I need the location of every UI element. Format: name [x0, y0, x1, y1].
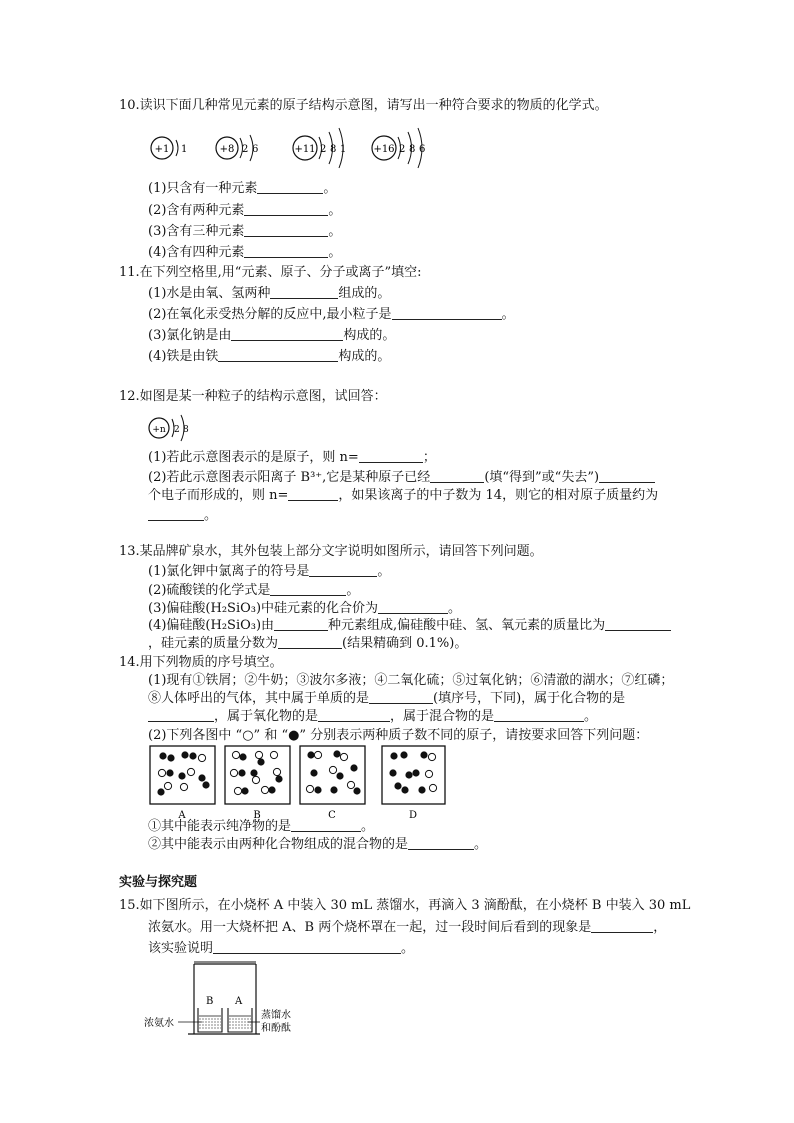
answer-blank[interactable]	[218, 348, 338, 362]
box-c	[300, 746, 365, 821]
q10-stem: 10.读识下面几种常见元素的原子结构示意图，请写出一种符合要求的物质的化学式。	[119, 98, 608, 113]
q15-line-1: 15.如下图所示，在小烧杯 A 中装入 30 mL 蒸馏水，再滴入 3 滴酚酞，在小烧杯 B 中装入 30 mL	[119, 898, 691, 913]
answer-blank[interactable]	[392, 306, 502, 320]
q14-part1-q2: ，属于氧化物的是 ，属于混合物的是 。	[148, 708, 597, 726]
atom-3-shell-1: 2	[320, 144, 327, 155]
beaker-b-label: B	[206, 996, 214, 1007]
answer-blank[interactable]	[257, 180, 323, 194]
q10-atom-diagrams	[140, 120, 440, 176]
q14-molecule-boxes	[148, 744, 448, 822]
atom-4-shell-1: 2	[399, 144, 406, 155]
box-c-label: C	[328, 810, 336, 821]
answer-blank[interactable]	[599, 469, 655, 483]
box-a-label: A	[178, 810, 186, 821]
q12-item-2-cont: 个电子而形成的，则 n= ，如果该离子的中子数为 14，则它的相对原子质量约为	[148, 488, 659, 503]
answer-blank[interactable]	[270, 285, 338, 299]
atom-diagram-na	[293, 128, 346, 168]
q15-line-3: 该实验说明 。	[148, 941, 415, 956]
answer-blank[interactable]	[408, 836, 474, 850]
atom-diagram-h	[151, 137, 187, 159]
q11-stem: 11.在下列空格里,用“元素、原子、分子或离子”填空:	[119, 265, 422, 280]
box-a	[150, 746, 215, 821]
q10-item-1: (1)只含有一种元素 。	[148, 181, 337, 196]
right-label-2: 和酚酞	[261, 1023, 291, 1034]
section-title: 实验与探究题	[119, 875, 198, 890]
atom-2-shell-2: 6	[252, 144, 259, 155]
q15-beaker-diagram	[140, 958, 320, 1038]
q12-particle-diagram	[146, 410, 206, 446]
q12-item-2: (2)若此示意图表示阳离子 B³⁺,它是某种原子已经 (填“得到”或“失去”)	[148, 469, 655, 487]
q13-item-4-cont: ，硅元素的质量分数为 (结果精确到 0.1%)。	[148, 636, 468, 651]
answer-blank[interactable]	[244, 244, 328, 258]
answer-blank[interactable]	[494, 708, 584, 722]
q13-item-2: (2)硫酸镁的化学式是 。	[148, 583, 360, 598]
q13-item-3: (3)偏硅酸(H₂SiO₃)中硅元素的化合价为 。	[148, 601, 462, 616]
atom-3-nucleus: +11	[294, 144, 316, 155]
atom-2-shell-1: 2	[242, 144, 249, 155]
box-b	[225, 746, 290, 821]
answer-blank[interactable]	[309, 563, 377, 577]
q14-sub-1: ①其中能表示纯净物的是 。	[148, 819, 375, 834]
atom-3-shell-2: 8	[330, 144, 337, 155]
answer-blank[interactable]	[369, 690, 433, 704]
answer-blank[interactable]	[270, 582, 346, 596]
answer-blank[interactable]	[231, 327, 343, 341]
box-d	[382, 746, 445, 821]
answer-blank[interactable]	[591, 919, 653, 933]
q14-part1-list: (1)现有①铁屑；②牛奶；③波尔多液；④二氧化硫；⑤过氧化钠；⑥清澈的湖水；⑦红磷；	[148, 673, 674, 688]
q11-item-1: (1)水是由氧、氢两种 组成的。	[148, 286, 391, 301]
atom-4-shell-3: 6	[419, 144, 426, 155]
q14-part2: (2)下列各图中 “○” 和 “●” 分别表示两种质子数不同的原子，请按要求回答下列问题：	[148, 728, 649, 743]
answer-blank[interactable]	[291, 818, 361, 832]
atom-1-shell-1: 1	[181, 144, 188, 155]
box-b-label: B	[253, 810, 261, 821]
q11-item-3: (3)氯化钠是由 构成的。	[148, 328, 396, 343]
atom-2-nucleus: +8	[219, 144, 235, 155]
q14-stem: 14.用下列物质的序号填空。	[119, 655, 283, 670]
q14-part1-q1: ⑧人体呼出的气体，其中属于单质的是 (填序号，下同)，属于化合物的是	[148, 691, 626, 706]
atom-diagram-s	[372, 128, 425, 168]
answer-blank[interactable]	[318, 708, 390, 722]
answer-blank[interactable]	[213, 940, 401, 954]
answer-blank[interactable]	[378, 600, 448, 614]
q13-item-1: (1)氯化钾中氯离子的符号是 。	[148, 564, 391, 579]
q15-line-2: 浓氨水。用一大烧杯把 A、B 两个烧杯罩在一起，过一段时间后看到的现象是 ，	[148, 920, 667, 935]
atom-4-nucleus: +16	[373, 144, 395, 155]
beaker-a-label: A	[235, 996, 243, 1007]
answer-blank[interactable]	[148, 507, 204, 521]
q12-stem: 12.如图是某一种粒子的结构示意图，试回答：	[119, 389, 387, 404]
answer-blank[interactable]	[605, 617, 671, 631]
answer-blank[interactable]	[244, 202, 328, 216]
right-label-1: 蒸馏水	[261, 1010, 291, 1021]
q11-item-2: (2)在氧化汞受热分解的反应中,最小粒子是 。	[148, 307, 515, 322]
q13-item-4: (4)偏硅酸(H₂SiO₃)由 种元素组成,偏硅酸中硅、氢、氧元素的质量比为	[148, 617, 671, 635]
answer-blank[interactable]	[430, 469, 484, 483]
q13-stem: 13.某品牌矿泉水，其外包装上部分文字说明如图所示，请回答下列问题。	[119, 544, 543, 559]
q10-item-3: (3)含有三种元素 。	[148, 224, 342, 239]
answer-blank[interactable]	[244, 223, 328, 237]
left-label: 浓氨水	[144, 1018, 174, 1029]
atom-3-shell-3: 1	[340, 144, 347, 155]
particle-shell-2: 8	[183, 425, 189, 435]
q10-item-2: (2)含有两种元素 。	[148, 203, 342, 218]
answer-blank[interactable]	[359, 449, 423, 463]
answer-blank[interactable]	[148, 708, 214, 722]
answer-blank[interactable]	[288, 487, 338, 501]
q12-item-2-end: 。	[148, 507, 217, 525]
q10-item-4: (4)含有四种元素 。	[148, 245, 342, 260]
q14-sub-2: ②其中能表示由两种化合物组成的混合物的是 。	[148, 837, 488, 852]
q12-item-1: (1)若此示意图表示的是原子，则 n= ；	[148, 450, 436, 465]
q11-item-4: (4)铁是由铁 构成的。	[148, 349, 391, 364]
answer-blank[interactable]	[278, 635, 342, 649]
answer-blank[interactable]	[274, 617, 328, 631]
particle-shell-1: 2	[174, 425, 180, 435]
atom-4-shell-2: 8	[409, 144, 416, 155]
atom-1-nucleus: +1	[154, 144, 170, 155]
box-d-label: D	[408, 810, 418, 821]
atom-diagram-o	[216, 135, 258, 161]
particle-nucleus: +n	[152, 425, 166, 435]
